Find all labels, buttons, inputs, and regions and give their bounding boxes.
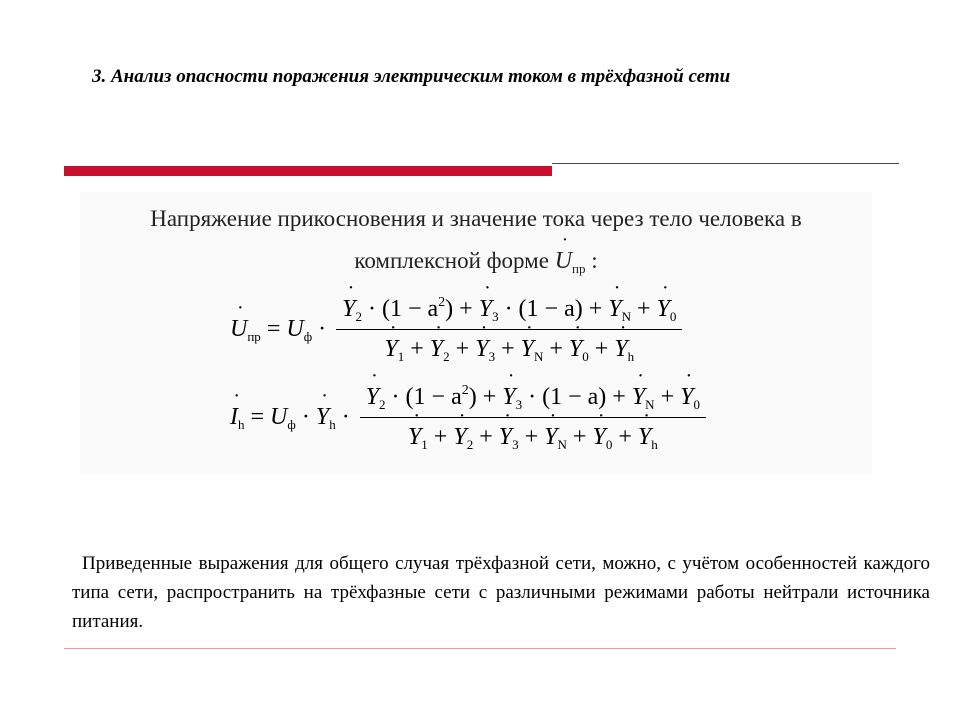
title-underline-thin — [552, 163, 899, 164]
voltage-equation — [230, 284, 682, 376]
current-lhs: ˙ $I_h = U_ф$ · ˙ $Y_h$ · — [230, 404, 350, 433]
intro-colon: : — [591, 248, 598, 273]
body-paragraph: Приведенные выражения для общего случая трёхфазной сети, можно, с учётом особенностей каждого типа сети, распространить на трёхфазные сети с различными режимами работы нейтрали источника питания. — [72, 553, 930, 632]
voltage-numerator: ˙ $Y_2 \cdot (1 - a^2)$ + ˙ $Y_3 \cdot (1 - a)$ + ˙ $Y_N$ + ˙ $Y_0$ — [336, 295, 682, 330]
voltage-fraction — [336, 295, 682, 365]
intro-line-2 — [80, 248, 872, 277]
intro-symbol: ˙ $U_{пр}$ — [555, 248, 586, 274]
intro-line-1: Напряжение прикосновения и значение тока через тело человека в — [150, 206, 802, 231]
voltage-denominator: ˙ $Y_1$ + ˙ $Y_2$ + ˙ $Y_3$ + ˙ $Y_N$ + ˙ $Y_0$ + ˙ $Y_h$ — [378, 330, 640, 365]
current-equation — [230, 372, 706, 464]
current-denominator: ˙ $Y_1$ + ˙ $Y_2$ + ˙ $Y_3$ + ˙ $Y_N$ + ˙ $Y_0$ + ˙ $Y_h$ — [402, 418, 664, 453]
current-numerator: ˙ $Y_2 \cdot (1 - a^2)$ + ˙ $Y_3 \cdot (1 - a)$ + ˙ $Y_N$ + ˙ $Y_0$ — [360, 383, 706, 418]
current-fraction — [360, 383, 706, 453]
bottom-divider — [64, 648, 896, 649]
title-underline-thick — [64, 166, 552, 176]
voltage-lhs: ˙ $U_{пр} = U_ф$ · — [230, 316, 326, 345]
formula-box — [80, 192, 872, 474]
slide-title: 3. Анализ опасности поражения электрическим током в трёхфазной сети — [92, 66, 731, 87]
intro-line-2-text: комплексной форме — [354, 248, 549, 273]
